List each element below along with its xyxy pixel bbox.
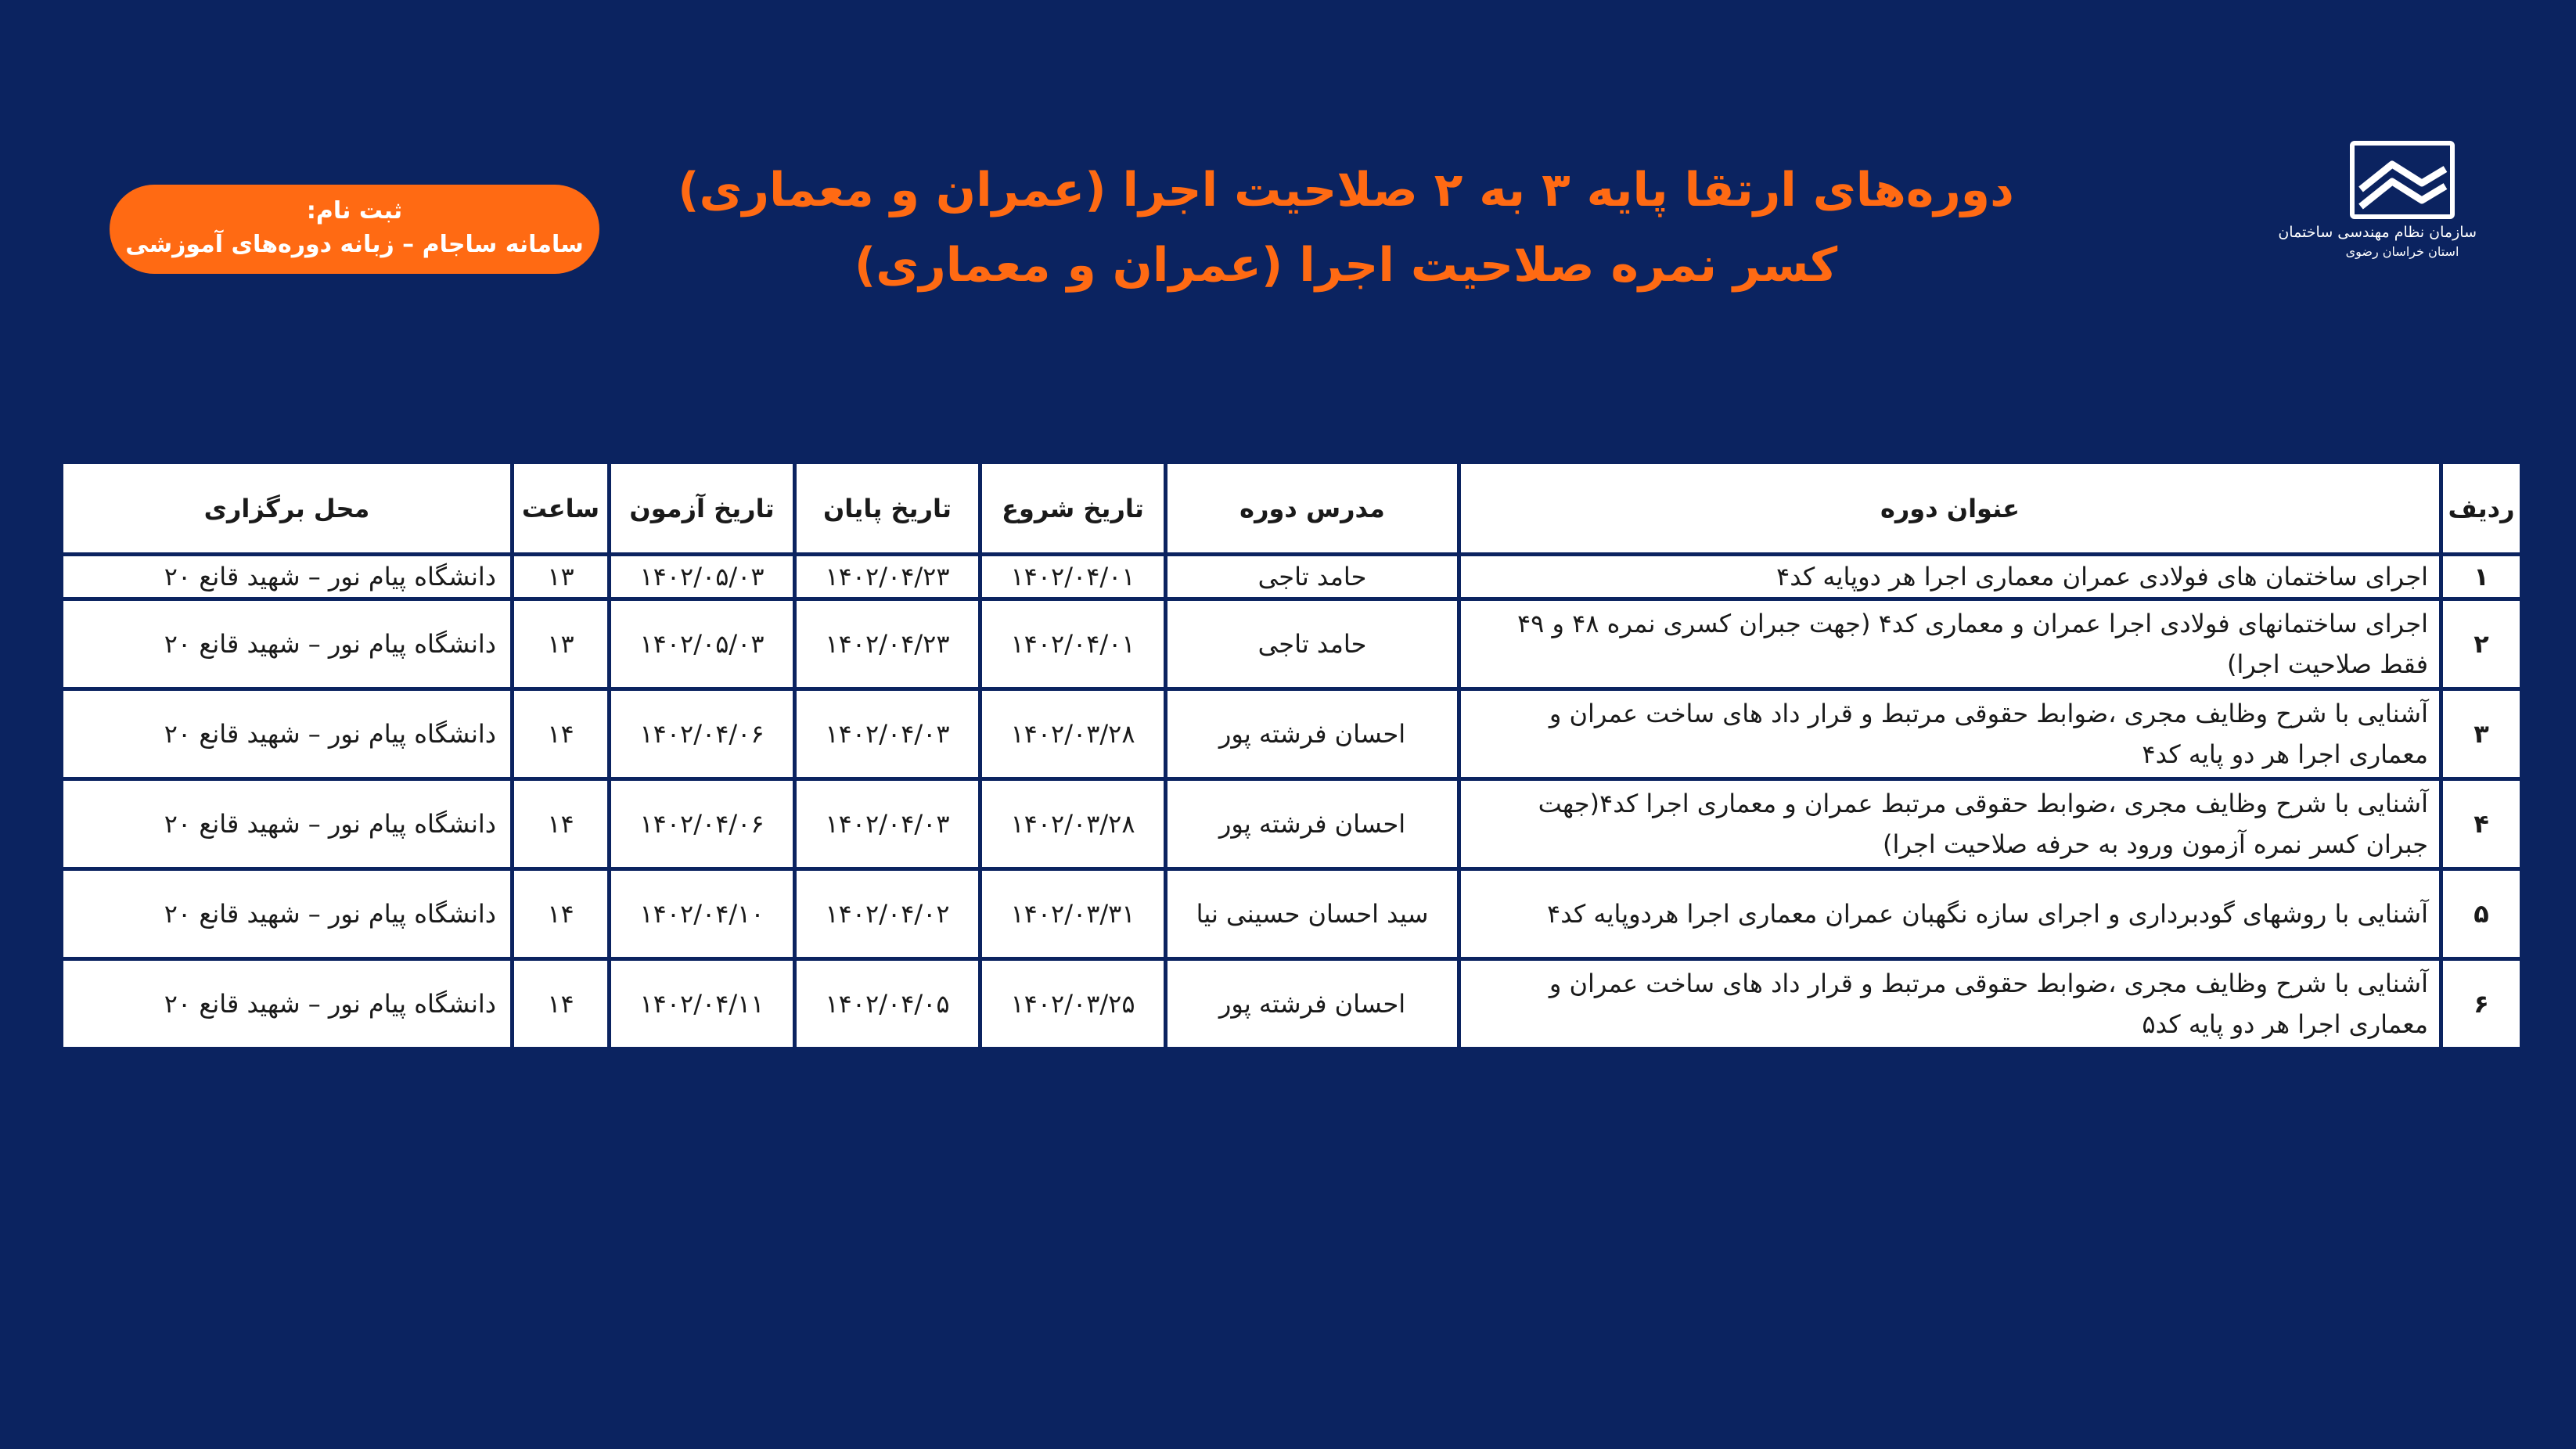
table-row <box>62 689 2522 779</box>
page-title <box>642 153 2050 303</box>
cell-exam-date: ۱۴۰۲/۰۴/۱۰ <box>610 869 795 959</box>
cell-start-date: ۱۴۰۲/۰۳/۲۸ <box>980 779 1166 869</box>
cell-exam-date: ۱۴۰۲/۰۴/۰۶ <box>610 779 795 869</box>
registration-system: سامانه ساجام – زبانه دوره‌های آموزشی <box>125 231 584 258</box>
registration-label: ثبت نام: <box>306 197 403 225</box>
cell-instructor: احسان فرشته پور <box>1166 689 1459 779</box>
cell-instructor: احسان فرشته پور <box>1166 959 1459 1049</box>
cell-row-no: ۶ <box>2441 959 2522 1049</box>
title-line-1: دوره‌های ارتقا پایه ۳ به ۲ صلاحیت اجرا (عمران و معماری) <box>678 163 2014 218</box>
organization-logo <box>2278 141 2477 282</box>
header-title: عنوان دوره <box>1459 462 2441 555</box>
cell-exam-date: ۱۴۰۲/۰۴/۱۱ <box>610 959 795 1049</box>
registration-badge <box>110 185 599 274</box>
cell-time: ۱۳ <box>513 599 610 689</box>
table-row <box>62 869 2522 959</box>
cell-title: آشنایی با شرح وظایف مجری ،ضوابط حقوقی مرتبط و قرار داد های ساخت عمران و معماری اجرا هر دو پایه کد۵ <box>1459 959 2441 1049</box>
header-row-no: ردیف <box>2441 462 2522 555</box>
cell-end-date: ۱۴۰۲/۰۴/۰۲ <box>795 869 980 959</box>
cell-time: ۱۴ <box>513 689 610 779</box>
cell-instructor: سید احسان حسینی نیا <box>1166 869 1459 959</box>
cell-instructor: حامد تاجی <box>1166 599 1459 689</box>
cell-time: ۱۴ <box>513 959 610 1049</box>
cell-row-no: ۳ <box>2441 689 2522 779</box>
cell-venue: دانشگاه پیام نور – شهید قانع ۲۰ <box>62 555 513 599</box>
header-instructor: مدرس دوره <box>1166 462 1459 555</box>
cell-instructor: حامد تاجی <box>1166 555 1459 599</box>
cell-venue: دانشگاه پیام نور – شهید قانع ۲۰ <box>62 599 513 689</box>
cell-time: ۱۴ <box>513 869 610 959</box>
org-province: استان خراسان رضوی <box>2345 244 2459 259</box>
building-logo-icon <box>2350 141 2455 219</box>
table-row <box>62 959 2522 1049</box>
header-time: ساعت <box>513 462 610 555</box>
cell-end-date: ۱۴۰۲/۰۴/۲۳ <box>795 599 980 689</box>
header-venue: محل برگزاری <box>62 462 513 555</box>
cell-row-no: ۱ <box>2441 555 2522 599</box>
cell-exam-date: ۱۴۰۲/۰۴/۰۶ <box>610 689 795 779</box>
cell-row-no: ۴ <box>2441 779 2522 869</box>
header-exam-date: تاریخ آزمون <box>610 462 795 555</box>
cell-start-date: ۱۴۰۲/۰۳/۳۱ <box>980 869 1166 959</box>
header-end-date: تاریخ پایان <box>795 462 980 555</box>
table-row <box>62 555 2522 599</box>
cell-start-date: ۱۴۰۲/۰۳/۲۵ <box>980 959 1166 1049</box>
table-row <box>62 779 2522 869</box>
cell-exam-date: ۱۴۰۲/۰۵/۰۳ <box>610 599 795 689</box>
cell-venue: دانشگاه پیام نور – شهید قانع ۲۰ <box>62 689 513 779</box>
cell-exam-date: ۱۴۰۲/۰۵/۰۳ <box>610 555 795 599</box>
org-name: سازمان نظام مهندسی ساختمان <box>2278 224 2477 241</box>
cell-instructor: احسان فرشته پور <box>1166 779 1459 869</box>
cell-end-date: ۱۴۰۲/۰۴/۰۵ <box>795 959 980 1049</box>
title-line-2: کسر نمره صلاحیت اجرا (عمران و معماری) <box>854 238 1838 293</box>
cell-venue: دانشگاه پیام نور – شهید قانع ۲۰ <box>62 869 513 959</box>
cell-venue: دانشگاه پیام نور – شهید قانع ۲۰ <box>62 959 513 1049</box>
cell-row-no: ۵ <box>2441 869 2522 959</box>
table-header-row <box>62 462 2522 555</box>
cell-end-date: ۱۴۰۲/۰۴/۲۳ <box>795 555 980 599</box>
courses-table <box>59 460 2524 1051</box>
cell-title: اجرای ساختمان های فولادی عمران معماری اجرا هر دوپایه کد۴ <box>1459 555 2441 599</box>
cell-time: ۱۴ <box>513 779 610 869</box>
cell-start-date: ۱۴۰۲/۰۴/۰۱ <box>980 599 1166 689</box>
cell-row-no: ۲ <box>2441 599 2522 689</box>
cell-end-date: ۱۴۰۲/۰۴/۰۳ <box>795 779 980 869</box>
cell-title: آشنایی با شرح وظایف مجری ،ضوابط حقوقی مرتبط عمران و معماری اجرا کد۴(جهت جبران کسر نمره آزمون ورود به حرفه صلاحیت اجرا) <box>1459 779 2441 869</box>
cell-start-date: ۱۴۰۲/۰۳/۲۸ <box>980 689 1166 779</box>
cell-title: اجرای ساختمانهای فولادی اجرا عمران و معماری کد۴ (جهت جبران کسری نمره ۴۸ و ۴۹ فقط صلاحیت اجرا) <box>1459 599 2441 689</box>
header-start-date: تاریخ شروع <box>980 462 1166 555</box>
cell-venue: دانشگاه پیام نور – شهید قانع ۲۰ <box>62 779 513 869</box>
cell-end-date: ۱۴۰۲/۰۴/۰۳ <box>795 689 980 779</box>
cell-time: ۱۳ <box>513 555 610 599</box>
table-row <box>62 599 2522 689</box>
cell-title: آشنایی با روشهای گودبرداری و اجرای سازه نگهبان عمران معماری اجرا هردوپایه کد۴ <box>1459 869 2441 959</box>
cell-title: آشنایی با شرح وظایف مجری ،ضوابط حقوقی مرتبط و قرار داد های ساخت عمران و معماری اجرا هر دو پایه کد۴ <box>1459 689 2441 779</box>
cell-start-date: ۱۴۰۲/۰۴/۰۱ <box>980 555 1166 599</box>
